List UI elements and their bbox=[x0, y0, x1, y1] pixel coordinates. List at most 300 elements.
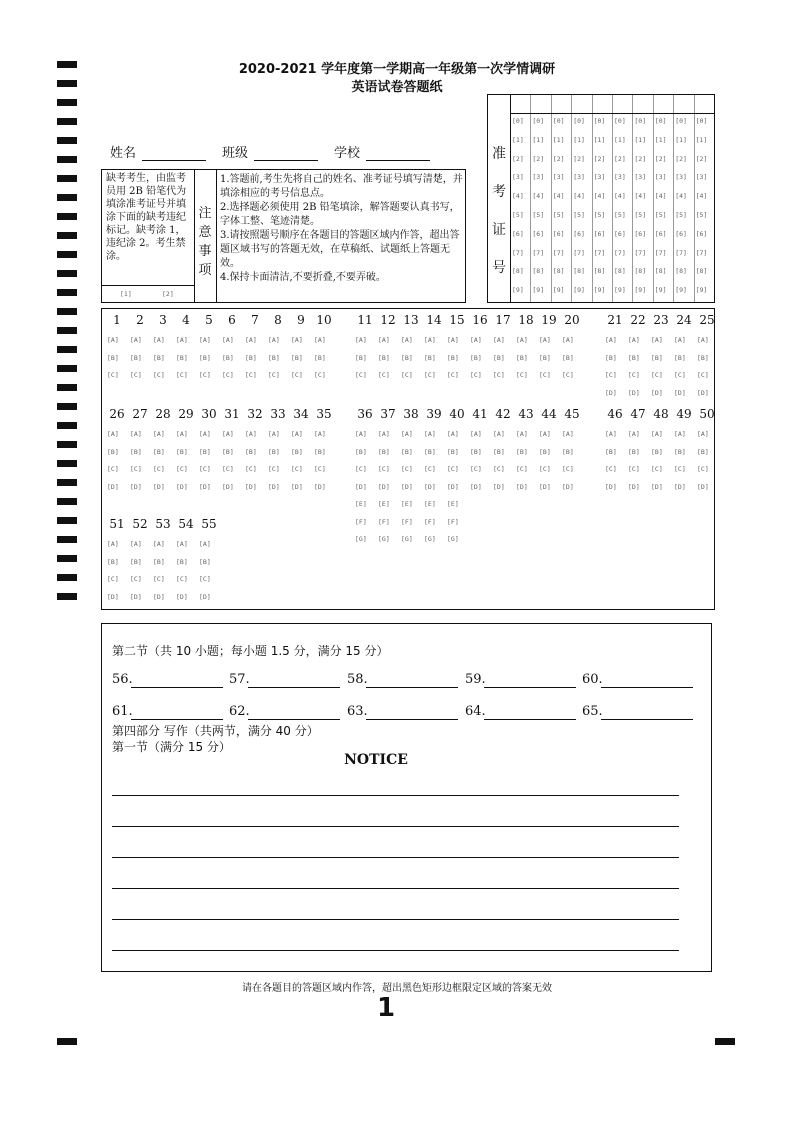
choice-bubble[interactable]: [G] bbox=[447, 535, 459, 543]
choice-bubble[interactable]: [B] bbox=[268, 353, 280, 362]
choice-bubble[interactable]: [C] bbox=[697, 465, 709, 473]
exam-id-bubble[interactable]: [8] bbox=[573, 267, 585, 276]
choice-bubble[interactable]: [D] bbox=[697, 388, 709, 397]
exam-id-bubble[interactable]: [9] bbox=[532, 286, 545, 295]
exam-id-bubble[interactable]: [2] bbox=[573, 154, 585, 163]
choice-bubble[interactable]: [D] bbox=[355, 482, 367, 491]
choice-bubble[interactable]: [A] bbox=[424, 430, 436, 438]
choice-bubble[interactable]: [F] bbox=[401, 517, 413, 526]
choice-bubble[interactable]: [D] bbox=[378, 482, 390, 491]
choice-bubble[interactable]: [B] bbox=[199, 557, 211, 566]
choice-bubble[interactable]: [B] bbox=[562, 447, 574, 456]
choice-bubble[interactable]: [B] bbox=[378, 353, 390, 362]
exam-id-bubble[interactable]: [2] bbox=[593, 154, 606, 163]
choice-bubble[interactable]: [A] bbox=[199, 540, 211, 548]
choice-bubble[interactable]: [C] bbox=[651, 465, 663, 473]
exam-id-bubble[interactable]: [8] bbox=[532, 267, 545, 276]
choice-bubble[interactable]: [A] bbox=[153, 430, 165, 438]
choice-bubble[interactable]: [B] bbox=[401, 447, 413, 456]
choice-bubble[interactable]: [C] bbox=[130, 465, 142, 473]
choice-bubble[interactable]: [B] bbox=[628, 353, 640, 362]
exam-id-bubble[interactable]: [2] bbox=[552, 154, 565, 163]
choice-bubble[interactable]: [C] bbox=[199, 465, 211, 473]
choice-bubble[interactable]: [C] bbox=[222, 371, 234, 379]
choice-bubble[interactable]: [D] bbox=[628, 482, 640, 491]
choice-bubble[interactable]: [D] bbox=[628, 388, 640, 397]
blank-answer-line[interactable] bbox=[484, 719, 576, 720]
exam-id-bubble[interactable]: [3] bbox=[675, 173, 687, 182]
choice-bubble[interactable]: [A] bbox=[697, 336, 709, 344]
exam-id-bubble[interactable]: [9] bbox=[675, 286, 687, 295]
choice-bubble[interactable]: [A] bbox=[268, 336, 280, 344]
choice-bubble[interactable]: [E] bbox=[424, 500, 436, 508]
exam-id-write-cell[interactable] bbox=[694, 95, 714, 114]
choice-bubble[interactable]: [A] bbox=[401, 430, 413, 438]
choice-bubble[interactable]: [D] bbox=[605, 388, 617, 397]
choice-bubble[interactable]: [A] bbox=[107, 540, 119, 548]
exam-id-bubble[interactable]: [3] bbox=[573, 173, 585, 182]
choice-bubble[interactable]: [A] bbox=[516, 430, 528, 438]
choice-bubble[interactable]: [B] bbox=[291, 447, 303, 456]
choice-bubble[interactable]: [A] bbox=[355, 430, 367, 438]
choice-bubble[interactable]: [B] bbox=[628, 447, 640, 456]
choice-bubble[interactable]: [C] bbox=[245, 465, 257, 473]
choice-bubble[interactable]: [C] bbox=[470, 371, 482, 379]
choice-bubble[interactable]: [C] bbox=[697, 371, 709, 379]
exam-id-bubble[interactable]: [6] bbox=[573, 229, 585, 238]
choice-bubble[interactable]: [B] bbox=[314, 353, 326, 362]
exam-id-bubble[interactable]: [6] bbox=[634, 229, 647, 238]
choice-bubble[interactable]: [D] bbox=[222, 482, 234, 491]
exam-id-write-cell[interactable] bbox=[551, 95, 571, 114]
choice-bubble[interactable]: [A] bbox=[651, 430, 663, 438]
choice-bubble[interactable]: [C] bbox=[562, 371, 574, 379]
exam-id-bubble[interactable]: [0] bbox=[634, 117, 647, 125]
exam-id-bubble[interactable]: [7] bbox=[675, 248, 687, 257]
exam-id-bubble[interactable]: [2] bbox=[512, 154, 524, 163]
exam-id-bubble[interactable]: [5] bbox=[573, 211, 585, 219]
choice-bubble[interactable]: [C] bbox=[176, 371, 188, 379]
choice-bubble[interactable]: [C] bbox=[401, 465, 413, 473]
choice-bubble[interactable]: [B] bbox=[493, 447, 505, 456]
choice-bubble[interactable]: [B] bbox=[153, 447, 165, 456]
exam-id-bubble[interactable]: [8] bbox=[634, 267, 647, 276]
choice-bubble[interactable]: [D] bbox=[199, 482, 211, 491]
choice-bubble[interactable]: [A] bbox=[314, 336, 326, 344]
blank-answer-line[interactable] bbox=[366, 687, 458, 688]
choice-bubble[interactable]: [D] bbox=[291, 482, 303, 491]
essay-line[interactable] bbox=[112, 888, 679, 889]
class-field[interactable] bbox=[254, 146, 318, 161]
exam-id-bubble[interactable]: [7] bbox=[695, 248, 708, 257]
exam-id-bubble[interactable]: [9] bbox=[512, 286, 524, 295]
exam-id-bubble[interactable]: [2] bbox=[695, 154, 708, 163]
choice-bubble[interactable]: [B] bbox=[268, 447, 280, 456]
choice-bubble[interactable]: [C] bbox=[245, 371, 257, 379]
choice-bubble[interactable]: [D] bbox=[245, 482, 257, 491]
exam-id-bubble[interactable]: [1] bbox=[512, 135, 524, 144]
choice-bubble[interactable]: [A] bbox=[245, 336, 257, 344]
exam-id-bubble[interactable]: [2] bbox=[654, 154, 667, 163]
choice-bubble[interactable]: [B] bbox=[176, 447, 188, 456]
choice-bubble[interactable]: [B] bbox=[447, 353, 459, 362]
choice-bubble[interactable]: [C] bbox=[628, 371, 640, 379]
exam-id-bubble[interactable]: [3] bbox=[634, 173, 647, 182]
choice-bubble[interactable]: [C] bbox=[424, 371, 436, 379]
choice-bubble[interactable]: [F] bbox=[447, 517, 459, 526]
exam-id-bubble[interactable]: [0] bbox=[552, 117, 565, 125]
choice-bubble[interactable]: [G] bbox=[378, 535, 390, 543]
choice-bubble[interactable]: [B] bbox=[291, 353, 303, 362]
choice-bubble[interactable]: [D] bbox=[107, 592, 119, 601]
blank-answer-line[interactable] bbox=[484, 687, 576, 688]
choice-bubble[interactable]: [F] bbox=[355, 517, 367, 526]
exam-id-bubble[interactable]: [3] bbox=[512, 173, 524, 182]
exam-id-bubble[interactable]: [8] bbox=[552, 267, 565, 276]
choice-bubble[interactable]: [B] bbox=[130, 353, 142, 362]
exam-id-bubble[interactable]: [5] bbox=[512, 211, 524, 219]
exam-id-bubble[interactable]: [1] bbox=[573, 135, 585, 144]
choice-bubble[interactable]: [C] bbox=[153, 465, 165, 473]
exam-id-bubble[interactable]: [4] bbox=[634, 192, 647, 201]
choice-bubble[interactable]: [C] bbox=[176, 575, 188, 583]
exam-id-bubble[interactable]: [8] bbox=[695, 267, 708, 276]
exam-id-bubble[interactable]: [9] bbox=[634, 286, 647, 295]
exam-id-bubble[interactable]: [9] bbox=[593, 286, 606, 295]
choice-bubble[interactable]: [A] bbox=[628, 430, 640, 438]
choice-bubble[interactable]: [F] bbox=[424, 517, 436, 526]
exam-id-bubble[interactable]: [0] bbox=[532, 117, 545, 125]
essay-line[interactable] bbox=[112, 857, 679, 858]
exam-id-bubble[interactable]: [4] bbox=[532, 192, 545, 201]
choice-bubble[interactable]: [D] bbox=[516, 482, 528, 491]
exam-id-bubble[interactable]: [6] bbox=[552, 229, 565, 238]
choice-bubble[interactable]: [A] bbox=[130, 430, 142, 438]
choice-bubble[interactable]: [B] bbox=[651, 447, 663, 456]
choice-bubble[interactable]: [A] bbox=[605, 336, 617, 344]
exam-id-bubble[interactable]: [5] bbox=[532, 211, 545, 219]
choice-bubble[interactable]: [A] bbox=[291, 336, 303, 344]
choice-bubble[interactable]: [A] bbox=[447, 430, 459, 438]
choice-bubble[interactable]: [B] bbox=[355, 353, 367, 362]
choice-bubble[interactable]: [B] bbox=[470, 447, 482, 456]
exam-id-bubble[interactable]: [0] bbox=[614, 117, 626, 125]
exam-id-bubble[interactable]: [9] bbox=[573, 286, 585, 295]
choice-bubble[interactable]: [B] bbox=[605, 353, 617, 362]
choice-bubble[interactable]: [C] bbox=[130, 371, 142, 379]
choice-bubble[interactable]: [C] bbox=[199, 575, 211, 583]
choice-bubble[interactable]: [A] bbox=[355, 336, 367, 344]
exam-id-write-cell[interactable] bbox=[510, 95, 530, 114]
exam-id-bubble[interactable]: [8] bbox=[614, 267, 626, 276]
choice-bubble[interactable]: [D] bbox=[674, 482, 686, 491]
choice-bubble[interactable]: [C] bbox=[378, 465, 390, 473]
choice-bubble[interactable]: [D] bbox=[424, 482, 436, 491]
choice-bubble[interactable]: [B] bbox=[314, 447, 326, 456]
choice-bubble[interactable]: [A] bbox=[470, 430, 482, 438]
choice-bubble[interactable]: [D] bbox=[199, 592, 211, 601]
choice-bubble[interactable]: [B] bbox=[176, 557, 188, 566]
choice-bubble[interactable]: [A] bbox=[291, 430, 303, 438]
choice-bubble[interactable]: [A] bbox=[562, 336, 574, 344]
exam-id-bubble[interactable]: [1] bbox=[593, 135, 606, 144]
blank-answer-line[interactable] bbox=[601, 719, 693, 720]
choice-bubble[interactable]: [C] bbox=[314, 465, 326, 473]
exam-id-bubble[interactable]: [7] bbox=[512, 248, 524, 257]
choice-bubble[interactable]: [A] bbox=[697, 430, 709, 438]
choice-bubble[interactable]: [D] bbox=[130, 482, 142, 491]
blank-answer-line[interactable] bbox=[131, 719, 223, 720]
exam-id-bubble[interactable]: [6] bbox=[614, 229, 626, 238]
choice-bubble[interactable]: [B] bbox=[516, 353, 528, 362]
choice-bubble[interactable]: [A] bbox=[153, 540, 165, 548]
exam-id-bubble[interactable]: [5] bbox=[675, 211, 687, 219]
choice-bubble[interactable]: [C] bbox=[107, 371, 119, 379]
choice-bubble[interactable]: [C] bbox=[130, 575, 142, 583]
choice-bubble[interactable]: [A] bbox=[245, 430, 257, 438]
choice-bubble[interactable]: [A] bbox=[539, 430, 551, 438]
exam-id-bubble[interactable]: [0] bbox=[593, 117, 606, 125]
choice-bubble[interactable]: [D] bbox=[268, 482, 280, 491]
choice-bubble[interactable]: [C] bbox=[651, 371, 663, 379]
choice-bubble[interactable]: [C] bbox=[605, 465, 617, 473]
choice-bubble[interactable]: [A] bbox=[314, 430, 326, 438]
choice-bubble[interactable]: [E] bbox=[401, 500, 413, 508]
choice-bubble[interactable]: [A] bbox=[424, 336, 436, 344]
exam-id-bubble[interactable]: [4] bbox=[614, 192, 626, 201]
exam-id-bubble[interactable]: [3] bbox=[614, 173, 626, 182]
exam-id-write-cell[interactable] bbox=[632, 95, 652, 114]
choice-bubble[interactable]: [C] bbox=[447, 371, 459, 379]
choice-bubble[interactable]: [C] bbox=[153, 371, 165, 379]
choice-bubble[interactable]: [A] bbox=[493, 336, 505, 344]
choice-bubble[interactable]: [C] bbox=[493, 465, 505, 473]
choice-bubble[interactable]: [C] bbox=[107, 465, 119, 473]
essay-line[interactable] bbox=[112, 950, 679, 951]
absent-mark-2[interactable]: [2] bbox=[162, 290, 174, 298]
exam-id-bubble[interactable]: [7] bbox=[614, 248, 626, 257]
exam-id-bubble[interactable]: [3] bbox=[593, 173, 606, 182]
exam-id-bubble[interactable]: [9] bbox=[654, 286, 667, 295]
choice-bubble[interactable]: [B] bbox=[424, 353, 436, 362]
choice-bubble[interactable]: [B] bbox=[222, 353, 234, 362]
choice-bubble[interactable]: [B] bbox=[355, 447, 367, 456]
exam-id-bubble[interactable]: [5] bbox=[552, 211, 565, 219]
choice-bubble[interactable]: [D] bbox=[153, 592, 165, 601]
choice-bubble[interactable]: [D] bbox=[153, 482, 165, 491]
choice-bubble[interactable]: [B] bbox=[176, 353, 188, 362]
exam-id-bubble[interactable]: [2] bbox=[614, 154, 626, 163]
choice-bubble[interactable]: [B] bbox=[222, 447, 234, 456]
exam-id-bubble[interactable]: [5] bbox=[593, 211, 606, 219]
choice-bubble[interactable]: [C] bbox=[153, 575, 165, 583]
exam-id-write-cell[interactable] bbox=[530, 95, 550, 114]
exam-id-bubble[interactable]: [4] bbox=[593, 192, 606, 201]
exam-id-bubble[interactable]: [7] bbox=[634, 248, 647, 257]
exam-id-bubble[interactable]: [1] bbox=[532, 135, 545, 144]
choice-bubble[interactable]: [A] bbox=[470, 336, 482, 344]
exam-id-bubble[interactable]: [7] bbox=[532, 248, 545, 257]
choice-bubble[interactable]: [D] bbox=[401, 482, 413, 491]
choice-bubble[interactable]: [B] bbox=[153, 557, 165, 566]
choice-bubble[interactable]: [A] bbox=[516, 336, 528, 344]
absent-mark-1[interactable]: [1] bbox=[120, 290, 132, 298]
choice-bubble[interactable]: [C] bbox=[268, 371, 280, 379]
choice-bubble[interactable]: [B] bbox=[245, 447, 257, 456]
choice-bubble[interactable]: [B] bbox=[153, 353, 165, 362]
choice-bubble[interactable]: [C] bbox=[378, 371, 390, 379]
choice-bubble[interactable]: [C] bbox=[605, 371, 617, 379]
choice-bubble[interactable]: [D] bbox=[176, 482, 188, 491]
exam-id-write-cell[interactable] bbox=[673, 95, 693, 114]
choice-bubble[interactable]: [C] bbox=[176, 465, 188, 473]
choice-bubble[interactable]: [C] bbox=[539, 371, 551, 379]
exam-id-bubble[interactable]: [8] bbox=[512, 267, 524, 276]
choice-bubble[interactable]: [G] bbox=[401, 535, 413, 543]
choice-bubble[interactable]: [D] bbox=[674, 388, 686, 397]
choice-bubble[interactable]: [B] bbox=[199, 447, 211, 456]
exam-id-bubble[interactable]: [8] bbox=[654, 267, 667, 276]
choice-bubble[interactable]: [B] bbox=[447, 447, 459, 456]
choice-bubble[interactable]: [B] bbox=[651, 353, 663, 362]
exam-id-bubble[interactable]: [9] bbox=[614, 286, 626, 295]
choice-bubble[interactable]: [A] bbox=[222, 336, 234, 344]
exam-id-bubble[interactable]: [1] bbox=[634, 135, 647, 144]
name-field[interactable] bbox=[142, 146, 206, 161]
exam-id-bubble[interactable]: [4] bbox=[695, 192, 708, 201]
exam-id-bubble[interactable]: [1] bbox=[654, 135, 667, 144]
choice-bubble[interactable]: [C] bbox=[424, 465, 436, 473]
exam-id-write-cell[interactable] bbox=[592, 95, 612, 114]
choice-bubble[interactable]: [C] bbox=[674, 371, 686, 379]
exam-id-bubble[interactable]: [7] bbox=[552, 248, 565, 257]
exam-id-bubble[interactable]: [6] bbox=[654, 229, 667, 238]
choice-bubble[interactable]: [D] bbox=[651, 388, 663, 397]
choice-bubble[interactable]: [B] bbox=[539, 353, 551, 362]
choice-bubble[interactable]: [C] bbox=[401, 371, 413, 379]
exam-id-bubble[interactable]: [3] bbox=[695, 173, 708, 182]
exam-id-bubble[interactable]: [5] bbox=[614, 211, 626, 219]
choice-bubble[interactable]: [A] bbox=[562, 430, 574, 438]
exam-id-bubble[interactable]: [6] bbox=[675, 229, 687, 238]
essay-line[interactable] bbox=[112, 826, 679, 827]
choice-bubble[interactable]: [G] bbox=[424, 535, 436, 543]
exam-id-bubble[interactable]: [0] bbox=[695, 117, 708, 125]
exam-id-bubble[interactable]: [5] bbox=[695, 211, 708, 219]
choice-bubble[interactable]: [D] bbox=[314, 482, 326, 491]
choice-bubble[interactable]: [A] bbox=[130, 540, 142, 548]
exam-id-bubble[interactable]: [5] bbox=[634, 211, 647, 219]
choice-bubble[interactable]: [B] bbox=[539, 447, 551, 456]
essay-line[interactable] bbox=[112, 919, 679, 920]
choice-bubble[interactable]: [B] bbox=[130, 447, 142, 456]
choice-bubble[interactable]: [B] bbox=[674, 447, 686, 456]
choice-bubble[interactable]: [E] bbox=[447, 500, 459, 508]
exam-id-bubble[interactable]: [1] bbox=[614, 135, 626, 144]
exam-id-write-cell[interactable] bbox=[571, 95, 591, 114]
choice-bubble[interactable]: [B] bbox=[697, 353, 709, 362]
exam-id-bubble[interactable]: [5] bbox=[654, 211, 667, 219]
exam-id-bubble[interactable]: [4] bbox=[675, 192, 687, 201]
exam-id-bubble[interactable]: [7] bbox=[593, 248, 606, 257]
exam-id-bubble[interactable]: [6] bbox=[593, 229, 606, 238]
choice-bubble[interactable]: [A] bbox=[674, 336, 686, 344]
choice-bubble[interactable]: [C] bbox=[291, 465, 303, 473]
choice-bubble[interactable]: [C] bbox=[107, 575, 119, 583]
choice-bubble[interactable]: [A] bbox=[176, 430, 188, 438]
choice-bubble[interactable]: [D] bbox=[447, 482, 459, 491]
choice-bubble[interactable]: [D] bbox=[697, 482, 709, 491]
exam-id-bubble[interactable]: [2] bbox=[532, 154, 545, 163]
blank-answer-line[interactable] bbox=[248, 687, 340, 688]
choice-bubble[interactable]: [D] bbox=[539, 482, 551, 491]
exam-id-bubble[interactable]: [3] bbox=[552, 173, 565, 182]
choice-bubble[interactable]: [B] bbox=[674, 353, 686, 362]
blank-answer-line[interactable] bbox=[131, 687, 223, 688]
choice-bubble[interactable]: [A] bbox=[378, 430, 390, 438]
exam-id-bubble[interactable]: [6] bbox=[532, 229, 545, 238]
choice-bubble[interactable]: [B] bbox=[605, 447, 617, 456]
exam-id-bubble[interactable]: [0] bbox=[675, 117, 687, 125]
choice-bubble[interactable]: [D] bbox=[176, 592, 188, 601]
choice-bubble[interactable]: [D] bbox=[130, 592, 142, 601]
choice-bubble[interactable]: [A] bbox=[107, 430, 119, 438]
exam-id-bubble[interactable]: [1] bbox=[675, 135, 687, 144]
exam-id-bubble[interactable]: [6] bbox=[512, 229, 524, 238]
choice-bubble[interactable]: [A] bbox=[493, 430, 505, 438]
choice-bubble[interactable]: [C] bbox=[493, 371, 505, 379]
exam-id-bubble[interactable]: [4] bbox=[573, 192, 585, 201]
choice-bubble[interactable]: [C] bbox=[314, 371, 326, 379]
blank-answer-line[interactable] bbox=[366, 719, 458, 720]
choice-bubble[interactable]: [B] bbox=[493, 353, 505, 362]
exam-id-bubble[interactable]: [3] bbox=[654, 173, 667, 182]
choice-bubble[interactable]: [E] bbox=[378, 500, 390, 508]
choice-bubble[interactable]: [F] bbox=[378, 517, 390, 526]
choice-bubble[interactable]: [B] bbox=[107, 447, 119, 456]
exam-id-bubble[interactable]: [9] bbox=[552, 286, 565, 295]
choice-bubble[interactable]: [A] bbox=[130, 336, 142, 344]
choice-bubble[interactable]: [A] bbox=[268, 430, 280, 438]
choice-bubble[interactable]: [A] bbox=[674, 430, 686, 438]
choice-bubble[interactable]: [A] bbox=[199, 336, 211, 344]
choice-bubble[interactable]: [C] bbox=[268, 465, 280, 473]
exam-id-bubble[interactable]: [8] bbox=[675, 267, 687, 276]
blank-answer-line[interactable] bbox=[601, 687, 693, 688]
choice-bubble[interactable]: [C] bbox=[628, 465, 640, 473]
choice-bubble[interactable]: [C] bbox=[470, 465, 482, 473]
choice-bubble[interactable]: [C] bbox=[447, 465, 459, 473]
choice-bubble[interactable]: [D] bbox=[562, 482, 574, 491]
choice-bubble[interactable]: [A] bbox=[401, 336, 413, 344]
choice-bubble[interactable]: [A] bbox=[176, 540, 188, 548]
choice-bubble[interactable]: [D] bbox=[107, 482, 119, 491]
choice-bubble[interactable]: [A] bbox=[222, 430, 234, 438]
choice-bubble[interactable]: [B] bbox=[401, 353, 413, 362]
choice-bubble[interactable]: [C] bbox=[539, 465, 551, 473]
choice-bubble[interactable]: [B] bbox=[130, 557, 142, 566]
exam-id-bubble[interactable]: [6] bbox=[695, 229, 708, 238]
exam-id-bubble[interactable]: [2] bbox=[634, 154, 647, 163]
choice-bubble[interactable]: [E] bbox=[355, 500, 367, 508]
choice-bubble[interactable]: [D] bbox=[651, 482, 663, 491]
choice-bubble[interactable]: [B] bbox=[424, 447, 436, 456]
choice-bubble[interactable]: [D] bbox=[605, 482, 617, 491]
choice-bubble[interactable]: [D] bbox=[470, 482, 482, 491]
choice-bubble[interactable]: [A] bbox=[605, 430, 617, 438]
choice-bubble[interactable]: [C] bbox=[562, 465, 574, 473]
choice-bubble[interactable]: [B] bbox=[697, 447, 709, 456]
